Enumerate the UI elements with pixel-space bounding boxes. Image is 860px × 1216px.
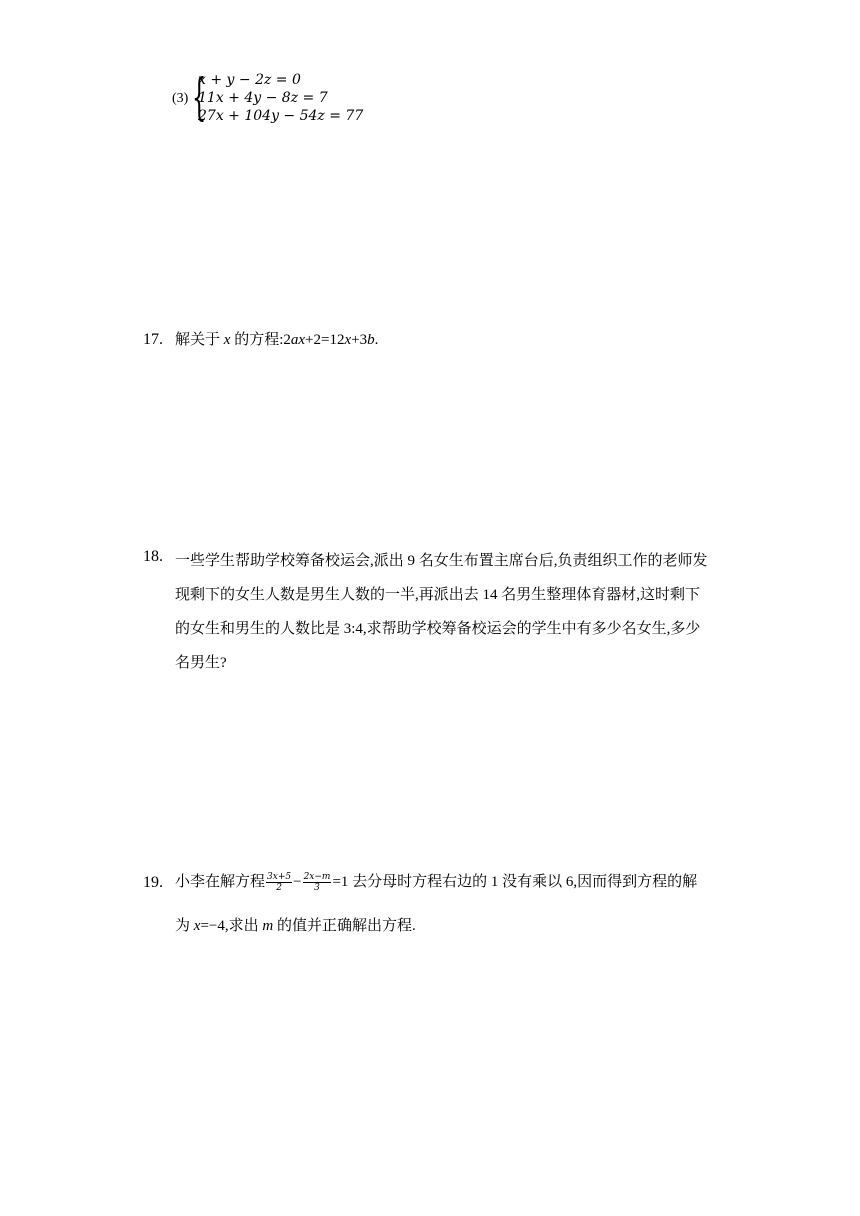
question-19: [143, 874, 163, 892]
system-label: (3): [172, 91, 189, 106]
question-19-line-1: 小李在解方程 $\frac{3x+5}{2}$ − $\frac{2x-m}{3}$ =1 去分母时方程右边的 1 没有乘以 6,因而得到方程的解: [175, 872, 698, 894]
question-19-line-2: 为 x=−4,求出 m 的值并正确解出方程.: [175, 918, 416, 934]
question-17: [143, 328, 378, 349]
question-18-line-4: 名男生?: [175, 655, 227, 671]
question-18: [143, 548, 163, 566]
left-brace: {: [192, 68, 207, 126]
question-18-line-3: 的女生和男生的人数比是 3:4,求帮助学校筹备校运会的学生中有多少名女生,多少: [175, 621, 701, 637]
question-number: 17.: [143, 331, 163, 348]
equation-system: [172, 68, 372, 128]
question-18-line-2: 现剩下的女生人数是男生人数的一半,再派出去 14 名男生整理体育器材,这时剩下: [175, 587, 701, 603]
question-number: 19.: [143, 874, 163, 891]
question-number: 18.: [143, 548, 163, 565]
fraction-2: $\frac{2x-m}{3}$: [303, 872, 331, 894]
question-18-line-1: 一些学生帮助学校筹备校运会,派出 9 名女生布置主席台后,负责组织工作的老师发: [175, 553, 708, 569]
system-equation-3: 27x + 104y − 54z = 77: [198, 108, 364, 124]
system-equation-2: 11x + 4y − 8z = 7: [198, 90, 328, 106]
question-text: 解关于 x 的方程:2ax+2=12x+3b.: [175, 332, 379, 348]
system-equation-1: x + y − 2z = 0: [198, 72, 301, 88]
fraction-1: $\frac{3x+5}{2}$: [267, 872, 292, 894]
